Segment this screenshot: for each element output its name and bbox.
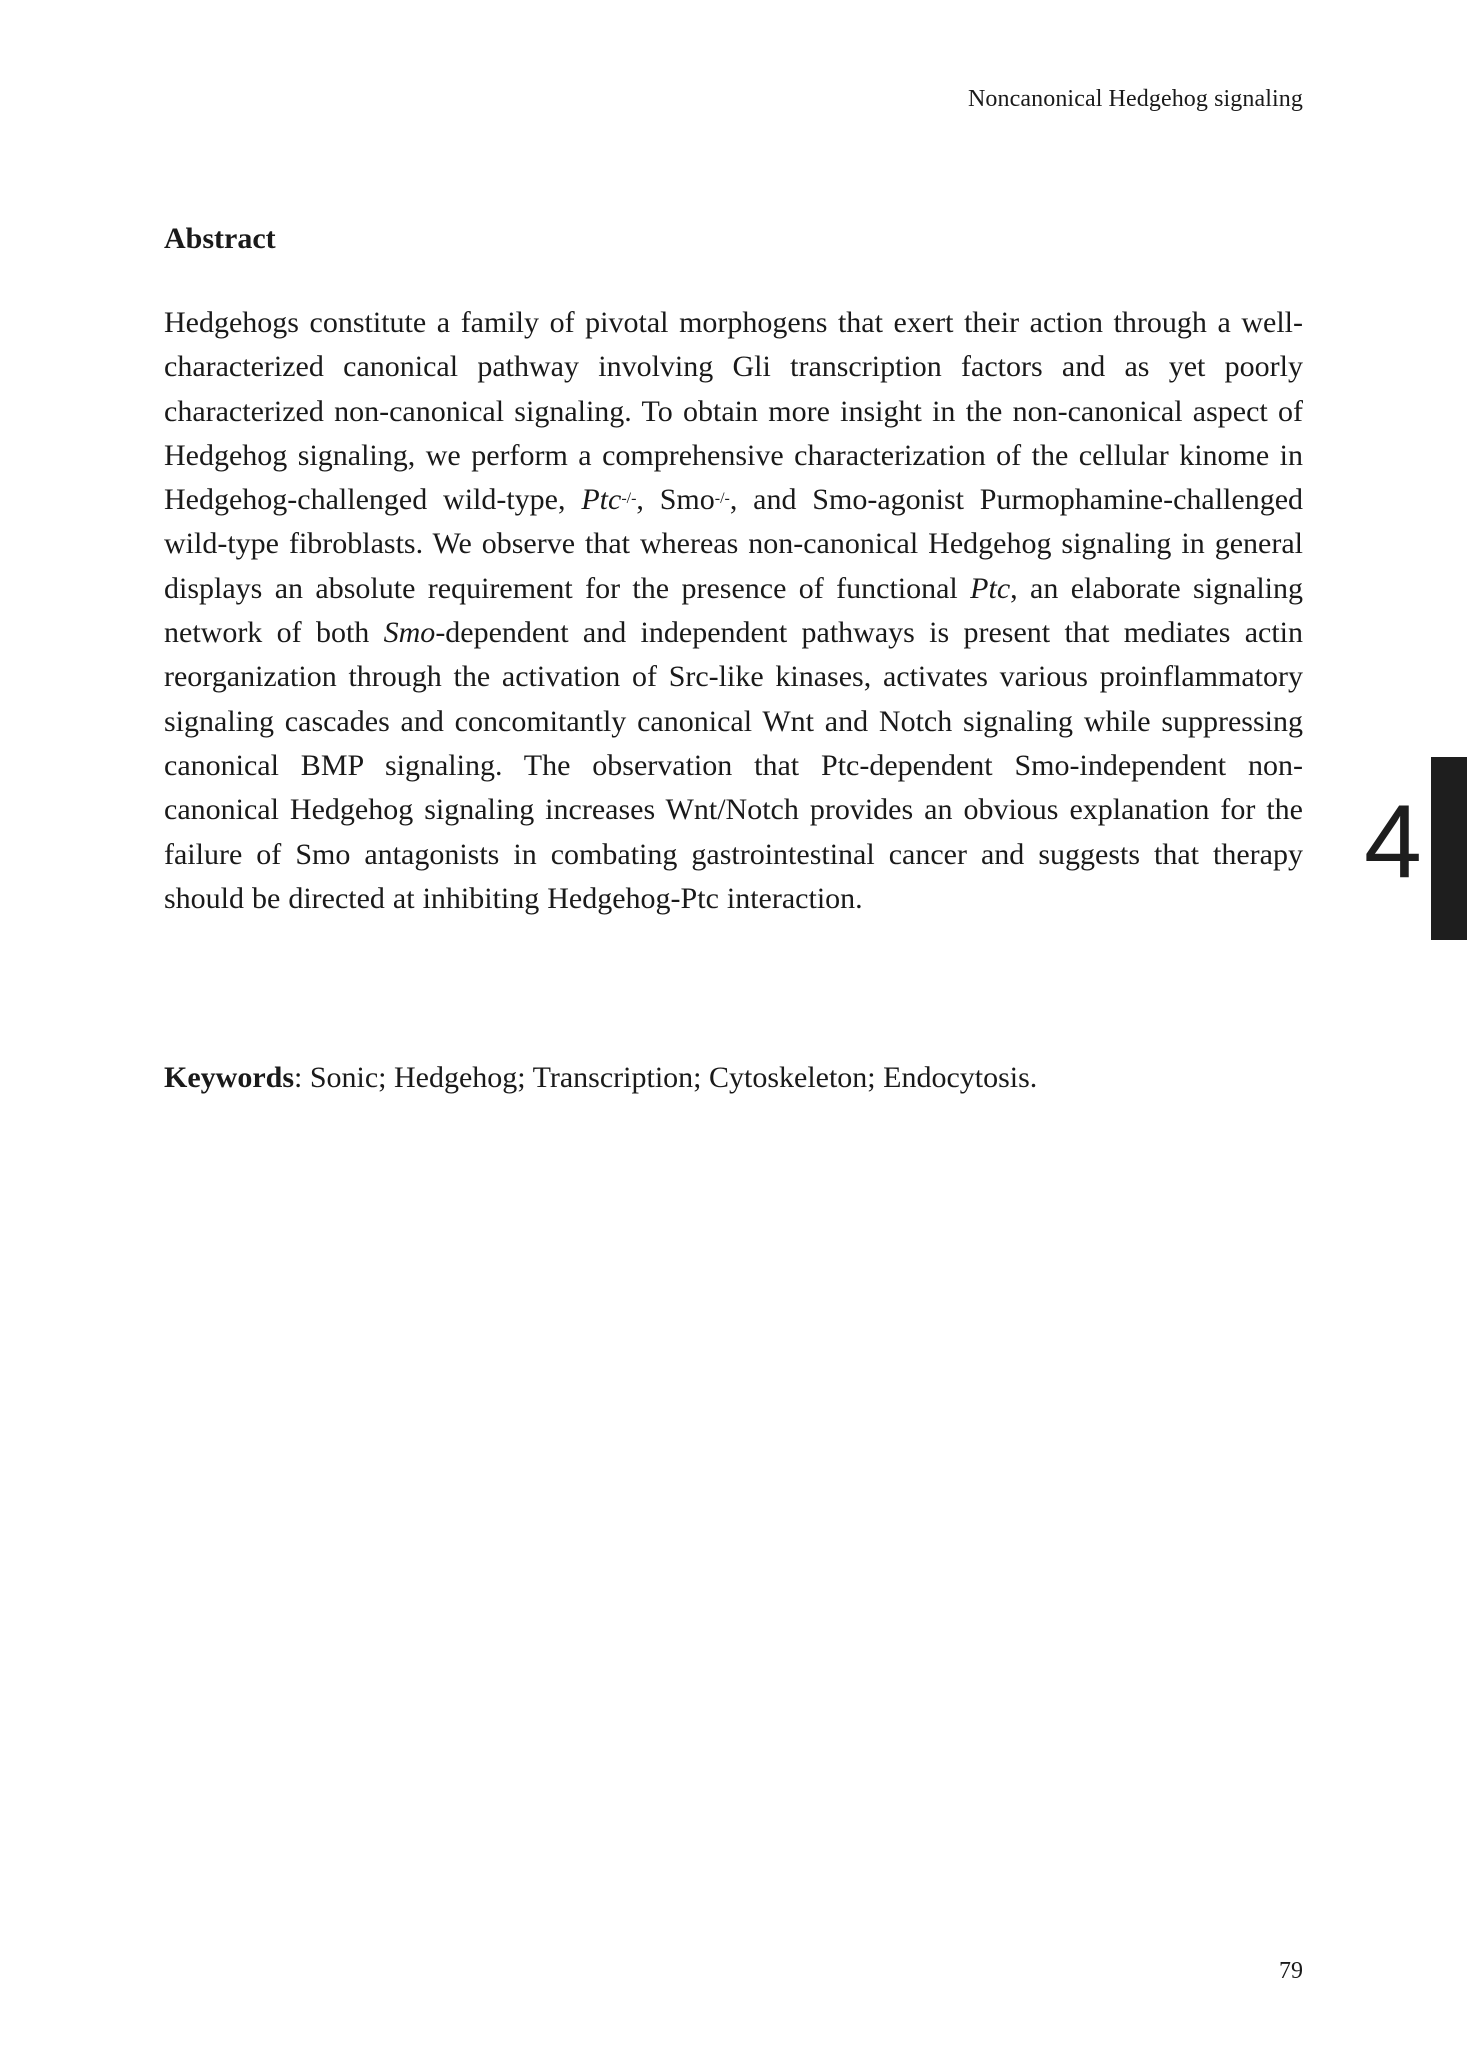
superscript-knockout: -/- [714,490,730,508]
keywords-label: Keywords [164,1061,294,1094]
chapter-tab-marker [1431,757,1467,940]
keywords-line [164,1056,1037,1100]
smo-text: Smo [659,483,715,517]
page-number: 79 [1279,1958,1303,1984]
ptc-italic: Ptc [581,483,622,517]
ptc-italic: Ptc [970,571,1011,605]
abstract-heading: Abstract [164,222,276,255]
abstract-text-part1: Hedgehogs constitute a family of pivotal morphogens that exert their action through a well-characterized canonical pathway involving Gli transcription factors and as yet poorly characterized non-canonical signaling. To obtain more insight in the non-canonical aspect of Hedgehog signaling, we perform a comprehensive characterization of the cellular kinome in Hedgehog-challenged wild-type, [164,306,1303,517]
superscript-knockout: -/- [621,490,637,508]
chapter-number: 4 [1364,784,1422,900]
running-header: Noncanonical Hedgehog signaling [967,86,1303,112]
abstract-text-part3: , and Smo-agonist Purmophamine-challenged wild-type fibroblasts. We observe that whereas non-canonical Hedgehog signaling in general displays an absolute requirement for the presence of functional [164,483,1304,605]
smo-italic: Smo [383,616,436,650]
abstract-paragraph [164,301,1303,921]
abstract-text-part4: , an elaborate signaling network of both [164,571,1304,650]
abstract-text-part2: , [636,483,644,517]
abstract-text-part5: -dependent and independent pathways is present that mediates actin reorganization through the activation of Src-like kinases, activates various proinflammatory signaling cascades and concomitantly canonical Wnt and Notch signaling while suppressing canonical BMP signaling. The observation that Ptc-dependent Smo-independent non-canonical Hedgehog signaling increases Wnt/Notch provides an obvious explanation for the failure of Smo antagonists in combating gastrointestinal cancer and suggests that therapy should be directed at inhibiting Hedgehog-Ptc interaction. [164,616,1304,915]
keywords-list: : Sonic; Hedgehog; Transcription; Cytoskeleton; Endocytosis. [294,1061,1038,1094]
